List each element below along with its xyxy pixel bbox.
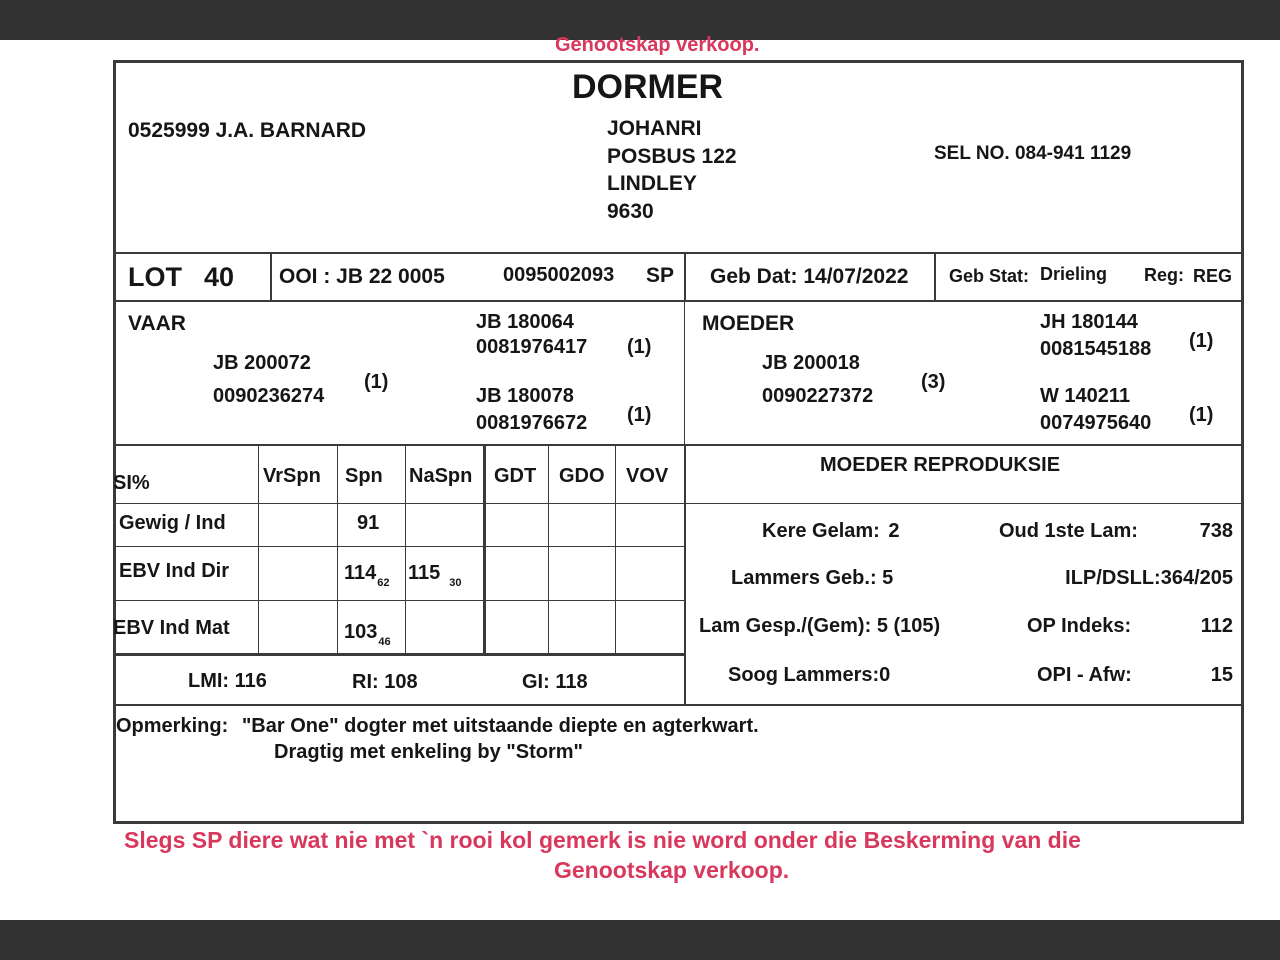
repro-right-item [1065, 567, 1233, 590]
sire-id: JB 200072 [213, 352, 311, 374]
repro-left-item [731, 567, 893, 590]
sep-lot-row [113, 300, 1244, 302]
sep-perf-header [113, 503, 685, 504]
dam-granddam-rank: (1) [1189, 404, 1214, 426]
perf-header-vov: VOV [626, 465, 669, 487]
dam-label: MOEDER [702, 312, 795, 335]
repro-label: Kere Gelam: [762, 520, 880, 542]
repro-right-value: 15 [1210, 664, 1233, 686]
repro-value: 364/205 [1160, 567, 1233, 589]
repro-right-value: 112 [1200, 615, 1233, 637]
lot-number: 40 [204, 262, 235, 292]
breeder-address-line-1: JOHANRI [607, 117, 702, 140]
breed-title: DORMER [572, 68, 724, 106]
remarks-label: Opmerking: [116, 715, 229, 737]
frame-right [1241, 60, 1244, 824]
sire-grandsire-id: JB 180064 [476, 311, 574, 333]
breeder-address-line-2: POSBUS 122 [607, 145, 737, 168]
vsep-col-vov [615, 445, 616, 655]
remarks-line-1 [116, 715, 759, 738]
repro-right-label: Oud 1ste Lam: [999, 520, 1138, 542]
footer-disclaimer-line-1: Slegs SP diere wat nie met `n rooi kol gemerk is nie word onder die Beskerming van die [124, 827, 1081, 853]
breeder-address-line-3: LINDLEY [607, 172, 697, 195]
repro-value: 5 [882, 567, 894, 589]
perf-row-spn-value [344, 562, 390, 589]
vsep-pedigree [684, 301, 685, 445]
spn-value-text: 103 [344, 621, 378, 643]
viewer-bottom-bar [0, 920, 1280, 960]
naspn-value-text: 115 [408, 562, 441, 584]
repro-right-value: 738 [1199, 520, 1233, 542]
naspn-accuracy: 30 [449, 577, 462, 589]
spn-accuracy: 46 [378, 636, 391, 648]
spn-value-text: 114 [344, 562, 377, 584]
reg-value: REG [1193, 266, 1233, 286]
sire-code: 0090236274 [213, 385, 325, 407]
repro-label: Lammers Geb.: [731, 567, 877, 589]
repro-label: Soog Lammers: [728, 664, 880, 686]
sire-grandsire-code: 0081976417 [476, 336, 588, 358]
sep-perf-bottom [113, 653, 685, 656]
repro-value: 0 [879, 664, 891, 686]
sire-granddam-rank: (1) [627, 404, 652, 426]
vsep-date [934, 253, 936, 301]
remarks-line-2: Dragtig met enkeling by "Storm" [274, 741, 584, 763]
perf-header-naspn: NaSpn [409, 465, 473, 487]
sep-repro-header [685, 503, 1244, 504]
frame-top [113, 60, 1244, 63]
sep-index-bottom [113, 704, 1244, 706]
sire-rank: (1) [364, 371, 389, 393]
birth-status-label: Geb Stat: [949, 266, 1030, 286]
vsep-col-gdo [548, 445, 549, 655]
perf-row-spn-value [344, 621, 391, 648]
animal-type: SP [646, 264, 675, 287]
sep-perf-row1 [113, 546, 685, 547]
dam-granddam-id: W 140211 [1040, 385, 1131, 407]
animal-code: 0095002093 [503, 264, 615, 286]
reg-label: Reg: [1144, 265, 1184, 285]
frame-left [113, 60, 116, 824]
sire-label: VAAR [128, 312, 186, 335]
vsep-col-gdt [483, 445, 486, 655]
frame-bottom [113, 821, 1244, 824]
perf-row-label: EBV Ind Dir [119, 560, 230, 582]
repro-value: 2 [888, 520, 900, 542]
repro-label: ILP/DSLL: [1065, 567, 1161, 589]
vsep-col-vrspn [258, 445, 259, 655]
perf-header-si: SI% [113, 472, 150, 494]
vsep-col-naspn [405, 445, 406, 655]
vsep-col-spn [337, 445, 338, 655]
dam-rank: (3) [921, 371, 946, 393]
vsep-animal [684, 253, 686, 301]
sep-pedigree [113, 444, 1244, 446]
lmi-index: LMI: 116 [188, 670, 267, 692]
repro-left-item [699, 615, 940, 638]
dam-id: JB 200018 [762, 352, 860, 374]
repro-right-label: OPI - Afw: [1037, 664, 1132, 686]
repro-left-item [728, 664, 890, 687]
sep-perf-row2 [113, 600, 685, 601]
sire-granddam-id: JB 180078 [476, 385, 574, 407]
perf-row-spn-value: 91 [357, 512, 380, 534]
perf-row-label: Gewig / Ind [119, 512, 226, 534]
repro-value: 5 (105) [876, 615, 941, 637]
reproduction-title: MOEDER REPRODUKSIE [820, 454, 1061, 476]
header-watermark-text: Genootskap verkoop. [555, 34, 760, 56]
repro-label: Lam Gesp./(Gem): [699, 615, 872, 637]
dam-grandsire-id: JH 180144 [1040, 311, 1138, 333]
perf-header-vrspn: VrSpn [263, 465, 321, 487]
repro-right-label: OP Indeks: [1027, 615, 1132, 637]
breeder-address-line-4: 9630 [607, 200, 654, 223]
repro-left-item [762, 520, 900, 543]
remarks-text-1: "Bar One" dogter met uitstaande diepte en agterkwart. [241, 715, 759, 737]
ri-index: RI: 108 [352, 671, 418, 693]
sire-grandsire-rank: (1) [627, 336, 652, 358]
gi-index: GI: 118 [522, 671, 588, 693]
birth-status-value: Drieling [1040, 264, 1108, 284]
breeder-name: 0525999 J.A. BARNARD [128, 119, 367, 142]
dam-granddam-code: 0074975640 [1040, 412, 1152, 434]
dam-grandsire-rank: (1) [1189, 330, 1214, 352]
vsep-perf-repro [684, 445, 686, 705]
dam-code: 0090227372 [762, 385, 874, 407]
sep-header [113, 252, 1244, 254]
breeder-phone: SEL NO. 084-941 1129 [934, 143, 1132, 164]
vsep-lot [270, 253, 272, 301]
perf-row-naspn-value [408, 562, 462, 589]
perf-header-gdo: GDO [559, 465, 605, 487]
sire-granddam-code: 0081976672 [476, 412, 588, 434]
spn-accuracy: 62 [377, 577, 390, 589]
perf-header-gdt: GDT [494, 465, 537, 487]
perf-header-spn: Spn [345, 465, 383, 487]
birth-date: Geb Dat: 14/07/2022 [710, 265, 909, 288]
footer-disclaimer-line-2: Genootskap verkoop. [554, 857, 790, 883]
dam-grandsire-code: 0081545188 [1040, 338, 1152, 360]
animal-id: OOI : JB 22 0005 [279, 265, 445, 288]
perf-row-label: EBV Ind Mat [113, 617, 230, 639]
lot-label: LOT [128, 262, 182, 292]
